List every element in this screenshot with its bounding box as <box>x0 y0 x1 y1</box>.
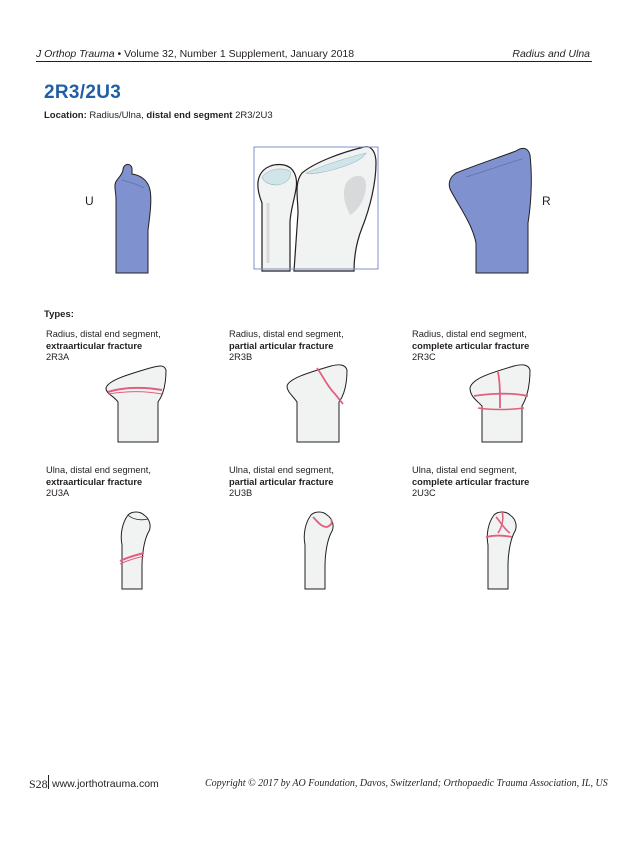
ulna-highlight-shape <box>115 164 151 273</box>
type-caption-2u3b <box>229 465 399 500</box>
header-rule <box>36 61 592 62</box>
fracture-illustration-2r3c <box>466 362 536 444</box>
journal-url[interactable]: www.jorthotrauma.com <box>52 778 159 790</box>
location-segment: distal end segment <box>146 110 233 121</box>
radius-overview-illustration <box>446 143 536 275</box>
type-caption-line1: Ulna, distal end segment, <box>229 465 334 475</box>
type-caption-code: 2R3B <box>229 352 253 362</box>
type-caption-2u3c <box>412 465 582 500</box>
radius-side-label: R <box>542 194 551 208</box>
type-caption-line2: complete articular fracture <box>412 340 530 351</box>
location-line <box>44 110 273 121</box>
type-caption-code: 2R3A <box>46 352 70 362</box>
type-caption-2u3a <box>46 465 216 500</box>
type-caption-2r3a <box>46 329 216 364</box>
location-code: 2R3/2U3 <box>235 110 273 121</box>
types-heading: Types: <box>44 309 74 320</box>
copyright-notice: Copyright © 2017 by AO Foundation, Davos, Switzerland; Orthopaedic Trauma Association, IL, US <box>205 778 608 789</box>
type-caption-line1: Ulna, distal end segment, <box>412 465 517 475</box>
type-caption-line1: Radius, distal end segment, <box>412 329 527 339</box>
journal-name: J Orthop Trauma <box>36 48 115 60</box>
fracture-illustration-2u3b <box>297 505 345 591</box>
fracture-illustration-2r3a <box>100 362 170 444</box>
type-caption-code: 2R3C <box>412 352 436 362</box>
header-separator: • <box>114 48 125 60</box>
page-number: S28 <box>29 777 48 791</box>
wrist-overview-illustration <box>254 143 384 273</box>
ulna-overview-illustration <box>110 160 160 275</box>
journal-issue: Volume 32, Number 1 Supplement, January 2018 <box>124 48 355 60</box>
location-text: Radius/Ulna, <box>89 110 144 121</box>
location-label: Location: <box>44 110 87 121</box>
type-caption-line2: complete articular fracture <box>412 476 530 487</box>
running-header <box>36 48 354 60</box>
type-caption-line2: extraarticular fracture <box>46 476 143 487</box>
type-caption-code: 2U3B <box>229 488 253 498</box>
type-caption-2r3b <box>229 329 399 364</box>
fracture-illustration-2u3c <box>480 505 528 591</box>
footer-divider <box>48 775 49 789</box>
type-caption-line1: Radius, distal end segment, <box>229 329 344 339</box>
section-title: Radius and Ulna <box>512 48 590 60</box>
type-caption-line1: Radius, distal end segment, <box>46 329 161 339</box>
type-caption-line2: extraarticular fracture <box>46 340 143 351</box>
type-caption-line1: Ulna, distal end segment, <box>46 465 151 475</box>
page-title: 2R3/2U3 <box>44 82 122 103</box>
type-caption-code: 2U3A <box>46 488 70 498</box>
type-caption-code: 2U3C <box>412 488 436 498</box>
type-caption-line2: partial articular fracture <box>229 340 334 351</box>
type-caption-2r3c <box>412 329 582 364</box>
fracture-illustration-2r3b <box>283 362 353 444</box>
fracture-illustration-2u3a <box>114 505 162 591</box>
ulna-side-label: U <box>85 194 94 208</box>
type-caption-line2: partial articular fracture <box>229 476 334 487</box>
radius-highlight-shape <box>449 148 531 273</box>
